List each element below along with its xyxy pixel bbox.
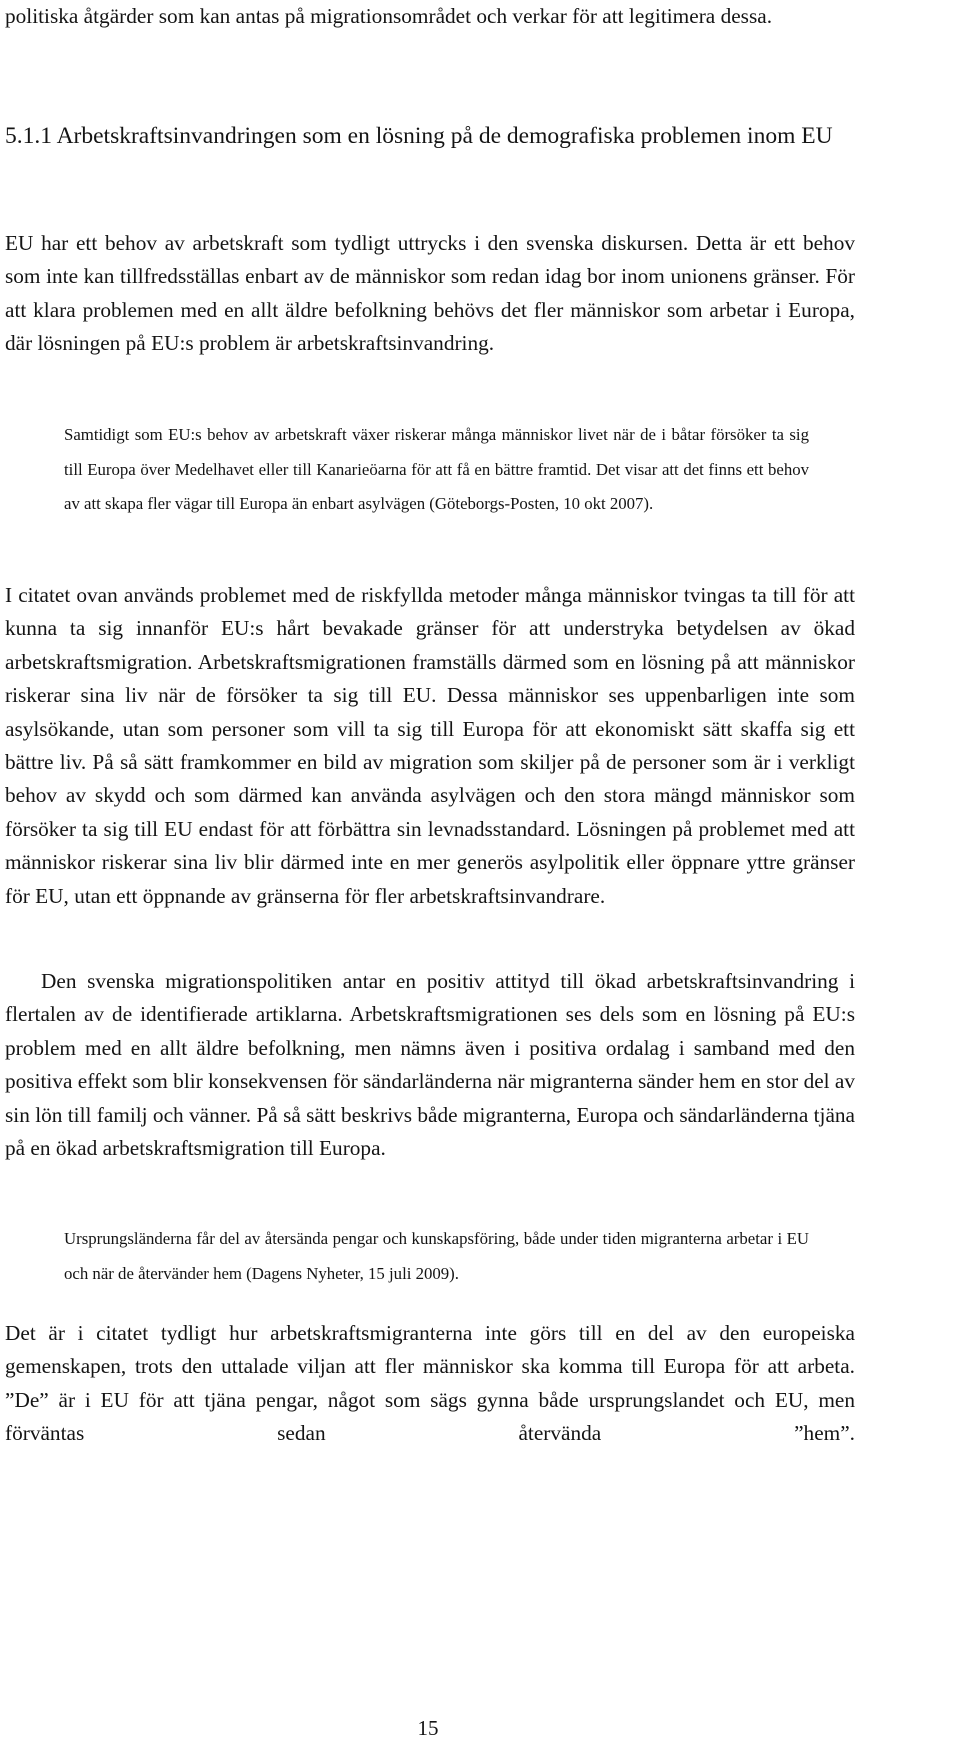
- body-paragraph-4: Det är i citatet tydligt hur arbetskraftsmigranterna inte görs till en del av den europeiska gemenskapen, trots den uttalade viljan att fler människor ska komma till Europa för att arbeta. ”De” är i EU för att tjäna pengar, något som sägs gynna både ursprungslandet och EU, men förväntas sedan återvända ”hem”.: [5, 1321, 855, 1446]
- body-paragraph-1: EU har ett behov av arbetskraft som tydligt uttrycks i den svenska diskursen. Detta är ett behov som inte kan tillfredsställas enbart av de människor som redan idag bor inom unionens gränser. För att klara problemen med en allt äldre befolkning behövs det fler människor som arbetar i Europa, där lösningen på EU:s problem är arbetskraftsinvandring.: [5, 231, 855, 356]
- section-heading: 5.1.1 Arbetskraftsinvandringen som en lösning på de demografiska problemen inom EU: [5, 123, 833, 149]
- page-number: 15: [417, 1716, 439, 1740]
- block-quote-2: Ursprungsländerna får del av återsända pengar och kunskapsföring, både under tiden migranterna arbetar i EU och när de återvänder hem (Dagens Nyheter, 15 juli 2009).: [64, 1229, 809, 1283]
- body-paragraph-3: Den svenska migrationspolitiken antar en positiv attityd till ökad arbetskraftsinvandring i flertalen av de identifierade artiklarna. Arbetskraftsmigrationen ses dels som en lösning på EU:s problem med en allt äldre befolkning, men nämns även i positiva ordalag i samband med den positiva effekt som blir konsekvensen för sändarländerna när migranterna sänder hem en stor del av sin lön till familj och vänner. På så sätt beskrivs både migranterna, Europa och sändarländerna tjäna på en ökad arbetskraftsmigration till Europa.: [5, 969, 856, 1161]
- intro-paragraph: politiska åtgärder som kan antas på migrationsområdet och verkar för att legitimera dessa.: [5, 4, 773, 28]
- body-paragraph-2: I citatet ovan används problemet med de riskfyllda metoder många människor tvingas ta till för att kunna ta sig innanför EU:s hårt bevakade gränser för att understryka betydelsen av ökad arbetskraftsmigration. Arbetskraftsmigrationen framställs därmed som en lösning på att människor riskerar sina liv när de försöker ta sig till EU. Dessa människor ses uppenbarligen inte som asylsökande, utan som personer som vill ta sig till Europa för att ekonomiskt sätt skaffa sig ett bättre liv. På så sätt framkommer en bild av migration som skiljer på de personer som är i verkligt behov av skydd och som därmed kan använda asylvägen och den stora mängd människor som försöker ta sig till EU endast för att förbättra sin levnadsstandard. Lösningen på problemet med att människor riskerar sina liv blir därmed inte en mer generös asylpolitik eller öppnare yttre gränser för EU, utan ett öppnande av gränserna för fler arbetskraftsinvandrare.: [5, 583, 855, 908]
- block-quote-1: Samtidigt som EU:s behov av arbetskraft växer riskerar många människor livet när de i båtar försöker ta sig till Europa över Medelhavet eller till Kanarieöarna för att få en bättre framtid. Det visar att det finns ett behov av att skapa fler vägar till Europa än enbart asylvägen (Göteborgs-Posten, 10 okt 2007).: [64, 425, 809, 514]
